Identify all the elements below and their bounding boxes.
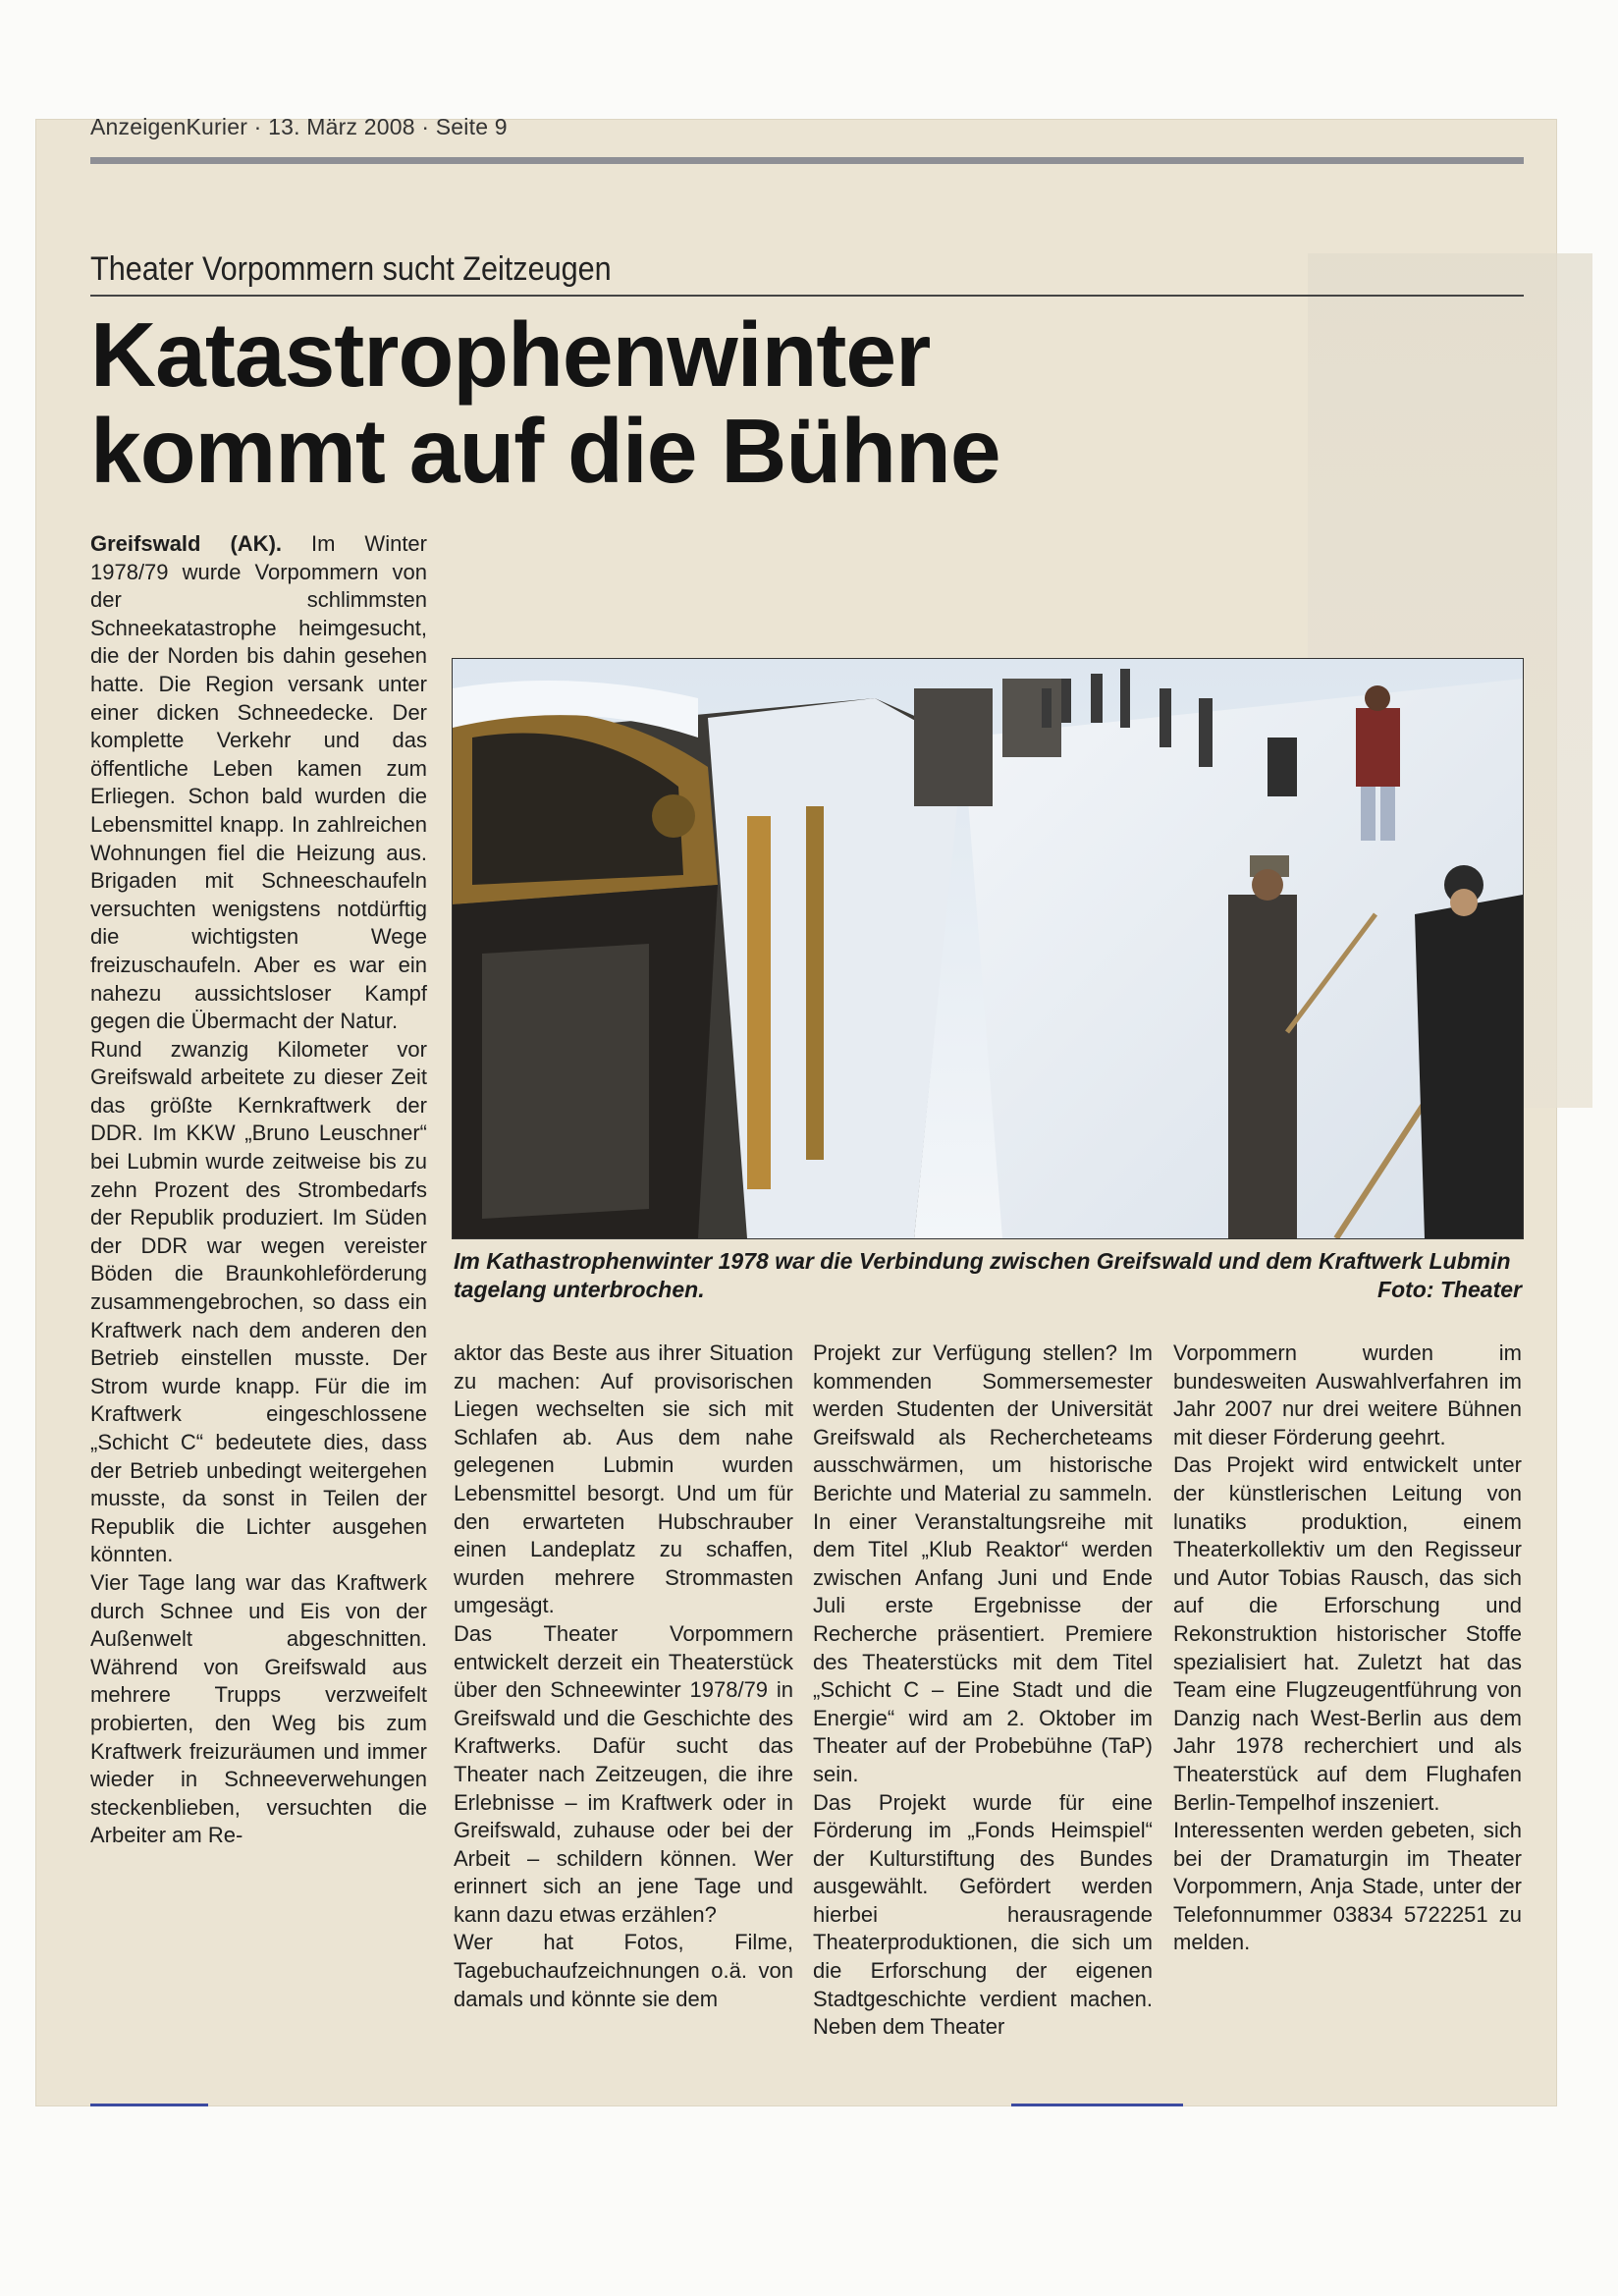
article-column-3 (813, 1339, 1153, 2042)
snowbound-train-photo (453, 659, 1523, 1238)
article-paragraph: Projekt zur Verfügung stellen? Im kommenden Sommersemester werden Studenten der Universität Greifswald als Rechercheteams ausschwärmen, um historische Berichte und Material zu sammeln. In einer Veranstaltungsreihe mit dem Titel „Klub Reaktor“ werden zwischen Anfang Juni und Ende Juli erste Ergebnisse der Recherche präsentiert. Premiere des Theaterstücks mit dem Titel „Schicht C – Eine Stadt und die Energie“ wird am 2. Oktober im Theater auf der Probebühne (TaP) sein. (813, 1340, 1153, 1786)
masthead: AnzeigenKurier · 13. März 2008 · Seite 9 (90, 114, 508, 139)
article-column-1 (90, 530, 427, 1850)
page-edge-line (1011, 2104, 1183, 2106)
article-paragraph: aktor das Beste aus ihrer Situation zu machen: Auf provisorischen Liegen wechselten sie sich mit Schlafen ab. Aus dem nahe gelegenen Lubmin wurden Lebensmittel besorgt. Und um für den erwarteten Hubschrauber einen Landeplatz zu schaffen, wurden mehrere Strommasten umgesägt. (454, 1340, 793, 1618)
article-column-2 (454, 1339, 793, 2013)
headline-line-2: kommt auf die Bühne (90, 400, 1000, 502)
news-photo (452, 658, 1524, 1239)
article-paragraph: Wer hat Fotos, Filme, Tagebuchaufzeichnungen o.ä. von damals und könnte sie dem (454, 1930, 793, 2011)
caption-text: Im Kathastrophenwinter 1978 war die Verbindung zwischen Greifswald und dem Kraftwerk Lubmin tagelang unterbrochen. (454, 1248, 1511, 1302)
kicker: Theater Vorpommern sucht Zeitzeugen (90, 250, 612, 288)
article-column-4 (1173, 1339, 1522, 1957)
headline (90, 303, 1000, 502)
photo-credit: Foto: Theater (1377, 1277, 1522, 1302)
photo-caption (454, 1247, 1522, 1304)
article-paragraph: Vier Tage lang war das Kraftwerk durch Schnee und Eis von der Außenwelt abgeschnitten. Während von Greifswald aus mehrere Trupps verzweifelt probierten, den Weg bis zum Kraftwerk freizuräumen und immer wieder in Schneeverwehungen steckenblieben, versuchten die Arbeiter am Re- (90, 1569, 427, 1848)
article-paragraph: Interessenten werden gebeten, sich bei der Dramaturgin im Theater Vorpommern, Anja Stade, unter der Telefonnummer 03834 5722251 zu melden. (1173, 1818, 1522, 1955)
article-paragraph: Das Theater Vorpommern entwickelt derzeit ein Theaterstück über den Schneewinter 1978/79 in Greifswald und die Geschichte des Kraftwerks. Dafür sucht das Theater nach Zeitzeugen, die ihre Erlebnisse – im Kraftwerk oder in Greifswald, zuhause oder bei der Arbeit – schildern können. Wer erinnert sich an jene Tage und kann dazu etwas erzählen? (454, 1620, 793, 1927)
article-paragraph: Rund zwanzig Kilometer vor Greifswald arbeitete zu dieser Zeit das größte Kernkraftwerk der DDR. Im KKW „Bruno Leuschner“ bei Lubmin wurde zeitweise bis zu zehn Prozent des Strombedarfs der Republik produziert. Im Süden der DDR war wegen vereister Böden die Braunkohleförderung zusammengebrochen, so dass ein Kraftwerk nach dem anderen den Betrieb einstellen musste. Der Strom wurde knapp. Für die im Kraftwerk eingeschlossene „Schicht C“ bedeutete dies, dass der Betrieb unbedingt weitergehen musste, da sonst in Teilen der Republik die Lichter ausgehen könnten. (90, 1036, 427, 1567)
masthead-rule (90, 157, 1524, 164)
headline-line-1: Katastrophenwinter (90, 303, 931, 406)
article-paragraph: Vorpommern wurden im bundesweiten Auswahlverfahren im Jahr 2007 nur drei weitere Bühnen mit dieser Förderung geehrt. (1173, 1340, 1522, 1449)
dateline: Greifswald (AK). (90, 531, 283, 556)
article-paragraph (90, 530, 427, 1036)
article-paragraph: Das Projekt wird entwickelt unter der künstlerischen Leitung von lunatiks produktion, einem Theaterkollektiv um den Regisseur und Autor Tobias Rausch, das sich auf die Erforschung und Rekonstruktion historischer Stoffe spezialisiert hat. Zuletzt hat das Team eine Flugzeugentführung von Danzig nach West-Berlin aus dem Jahr 1978 recherchiert und als Theaterstück auf dem Flughafen Berlin-Tempelhof inszeniert. (1173, 1452, 1522, 1815)
paragraph-text: Im Winter 1978/79 wurde Vorpommern von der schlimmsten Schneekatastrophe heimgesucht, die der Norden bis dahin gesehen hatte. Die Region versank unter einer dicken Schneedecke. Der komplette Verkehr und das öffentliche Leben kamen zum Erliegen. Schon bald wurden die Lebensmittel knapp. In zahlreichen Wohnungen fiel die Heizung aus. Brigaden mit Schneeschaufeln versuchten wenigstens notdürftig die wichtigsten Wege freizuschaufeln. Aber es war ein nahezu aussichtsloser Kampf gegen die Übermacht der Natur. (90, 531, 427, 1034)
kicker-rule (90, 295, 1524, 297)
article-paragraph: Das Projekt wurde für eine Förderung im „Fonds Heimspiel“ der Kulturstiftung des Bundes ausgewählt. Gefördert werden hierbei herausragende Theaterproduktionen, die sich um die Erforschung der eigenen Stadtgeschichte verdient machen. Neben dem Theater (813, 1789, 1153, 2040)
page-edge-line (90, 2104, 208, 2106)
